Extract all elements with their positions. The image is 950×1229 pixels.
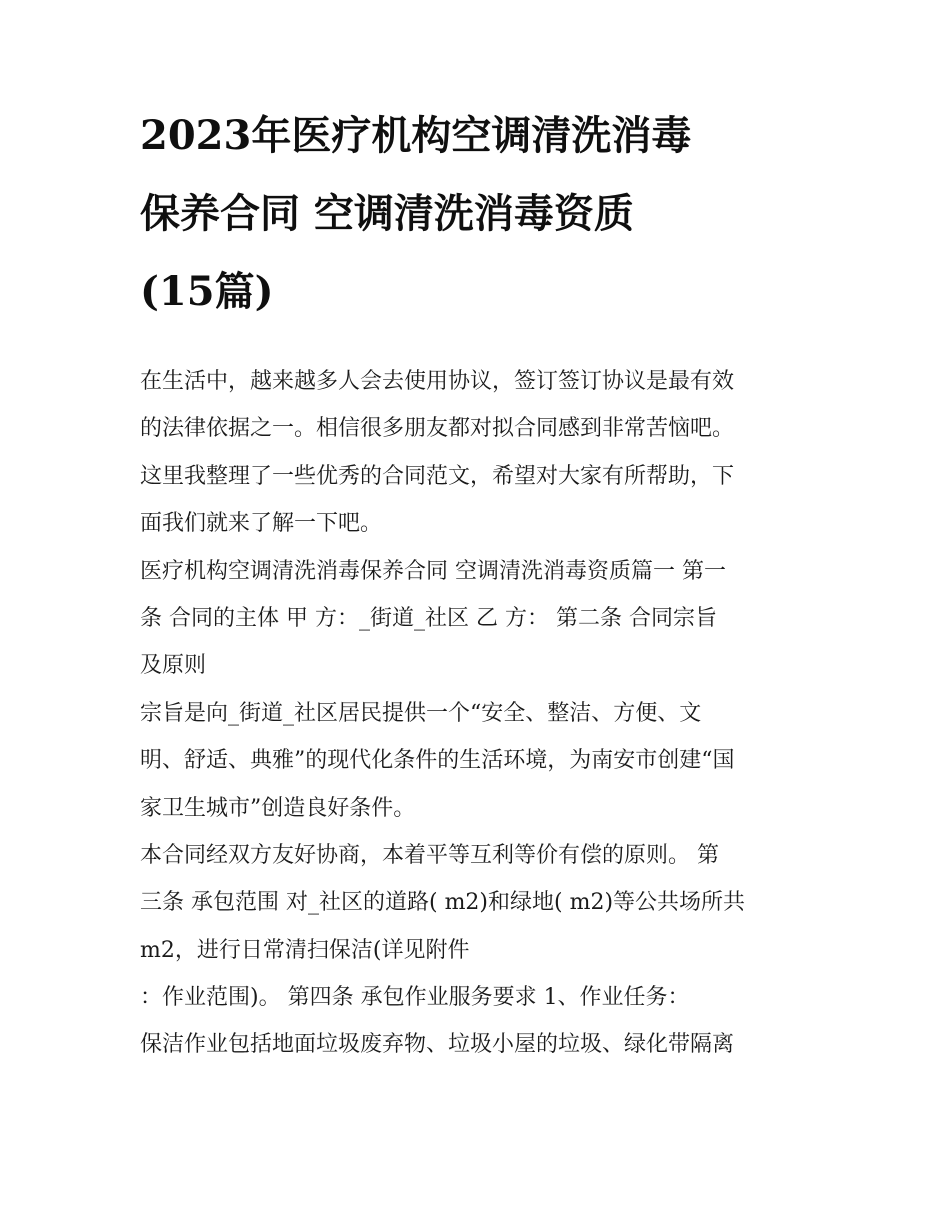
body-line: 宗旨是向_街道_社区居民提供一个“安全、整洁、方便、文	[140, 700, 702, 726]
body-line: 明、舒适、典雅”的现代化条件的生活环境，为南安市创建“国	[140, 748, 735, 774]
body-line: 这里我整理了一些优秀的合同范文，希望对大家有所帮助，下	[140, 463, 735, 489]
body-line: 在生活中，越来越多人会去使用协议，签订签订协议是最有效	[140, 369, 735, 394]
body-line: 面我们就来了解一下吧。	[140, 511, 383, 537]
body-line: 的法律依据之一。相信很多朋友都对拟合同感到非常苦恼吧。	[140, 416, 735, 442]
title-line-2: 保养合同 空调清洗消毒资质	[140, 190, 634, 237]
title-line-3: (15篇)	[140, 268, 274, 315]
body-line: 本合同经双方友好协商，本着平等互利等价有偿的原则。 第	[140, 842, 719, 868]
body-line: 三条 承包范围 对_社区的道路( m2)和绿地( m2)等公共场所共	[140, 890, 746, 916]
body-line: 家卫生城市”创造良好条件。	[140, 795, 416, 821]
body-line: 保洁作业包括地面垃圾废弃物、垃圾小屋的垃圾、绿化带隔离	[140, 1032, 735, 1058]
title-line-1: 2023年医疗机构空调清洗消毒	[140, 112, 692, 159]
body-line: 医疗机构空调清洗消毒保养合同 空调清洗消毒资质篇一 第一	[140, 558, 726, 584]
body-line: ：作业范围)。 第四条 承包作业服务要求 1、作业任务：	[140, 985, 690, 1011]
document-body	[140, 358, 820, 1069]
body-line: 及原则	[140, 653, 207, 679]
body-line: 条 合同的主体 甲 方：_街道_社区 乙 方： 第二条 合同宗旨	[140, 605, 717, 631]
body-line: m2，进行日常清扫保洁(详见附件	[140, 937, 470, 963]
document-title	[140, 112, 820, 315]
